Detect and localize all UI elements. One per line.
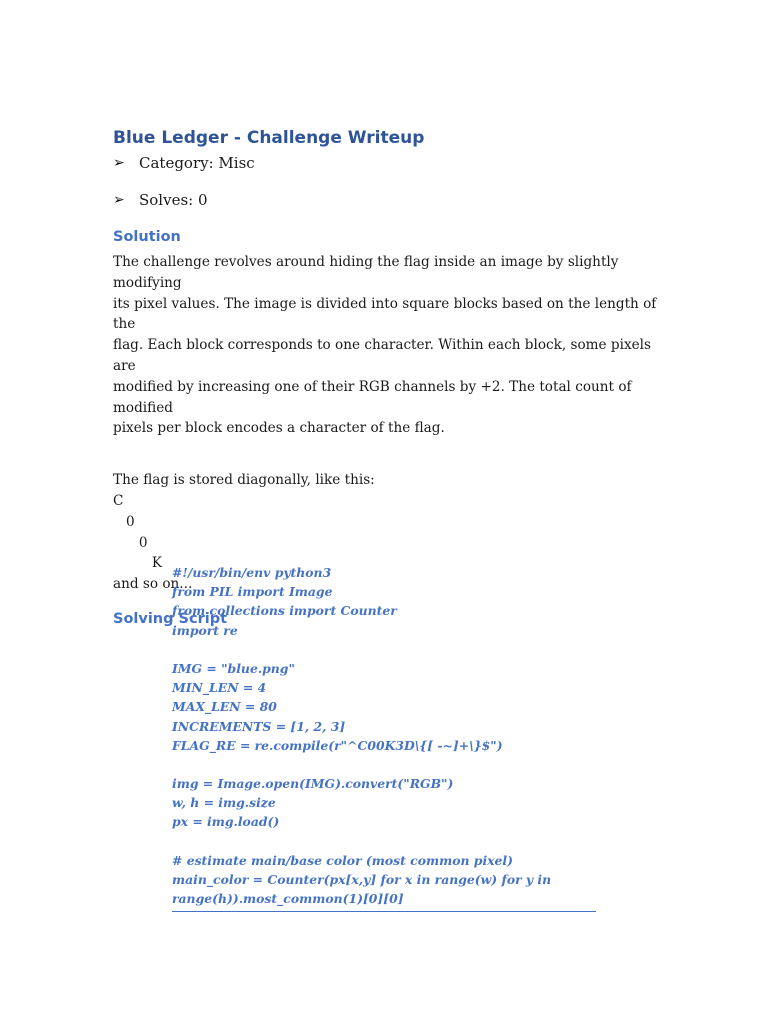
code-line: img = Image.open(IMG).convert("RGB"): [172, 776, 454, 792]
solution-paragraph: [113, 252, 658, 439]
code-line: main_color = Counter(px[x,y] for x in range(w) for y in: [172, 872, 552, 887]
document-title: Blue Ledger - Challenge Writeup: [113, 128, 425, 148]
and-so-on-text: and so on...: [113, 576, 193, 593]
diagonal-char: 0: [113, 513, 135, 530]
code-blank-line: [172, 832, 596, 851]
paragraph-line: its pixel values. The image is divided into square blocks based on the length of the: [113, 295, 657, 333]
document-page: [113, 126, 658, 630]
code-blank-line: [172, 640, 596, 659]
diagonal-char: K: [113, 555, 163, 572]
code-line: IMG = "blue.png": [172, 660, 295, 676]
code-line: MIN_LEN = 4: [172, 680, 267, 696]
solves-bullet: [113, 189, 658, 211]
diagonal-char: C: [113, 492, 124, 509]
code-line: #!/usr/bin/env python3: [172, 565, 332, 580]
paragraph-line: pixels per block encodes a character of the flag.: [113, 420, 445, 437]
paragraph-line: The challenge revolves around hiding the flag inside an image by slightly modifying: [113, 254, 619, 291]
solves-text: Solves: 0: [139, 191, 208, 209]
solving-script-heading: Solving Script: [113, 610, 228, 627]
paragraph-line: flag. Each block corresponds to one character. Within each block, some pixels are: [113, 337, 651, 374]
code-line: w, h = img.size: [172, 795, 276, 811]
code-block: [172, 563, 596, 912]
code-line: INCREMENTS = [1, 2, 3]: [172, 718, 346, 734]
code-line: MAX_LEN = 80: [172, 699, 277, 715]
code-blank-line: [172, 755, 596, 774]
paragraph-line: modified by increasing one of their RGB channels by +2. The total count of modified: [113, 378, 632, 416]
category-bullet: [113, 152, 658, 174]
arrow-bullet-icon: ➢: [113, 192, 125, 208]
code-line: import re: [172, 622, 238, 638]
code-line: # estimate main/base color (most common pixel): [172, 852, 513, 868]
code-line: from PIL import Image: [172, 584, 333, 600]
solution-heading: Solution: [113, 229, 181, 245]
diagonal-char: 0: [113, 534, 148, 551]
arrow-bullet-icon: ➢: [113, 155, 125, 171]
code-line: from collections import Counter: [172, 603, 397, 619]
code-line: range(h)).most_common(1)[0][0]: [172, 891, 404, 907]
code-line: FLAG_RE = re.compile(r"^C00K3D\{[ -~]+\}$"): [172, 737, 503, 753]
category-text: Category: Misc: [139, 154, 255, 172]
code-line: px = img.load(): [172, 814, 280, 830]
flag-intro-text: The flag is stored diagonally, like this:: [113, 472, 375, 489]
